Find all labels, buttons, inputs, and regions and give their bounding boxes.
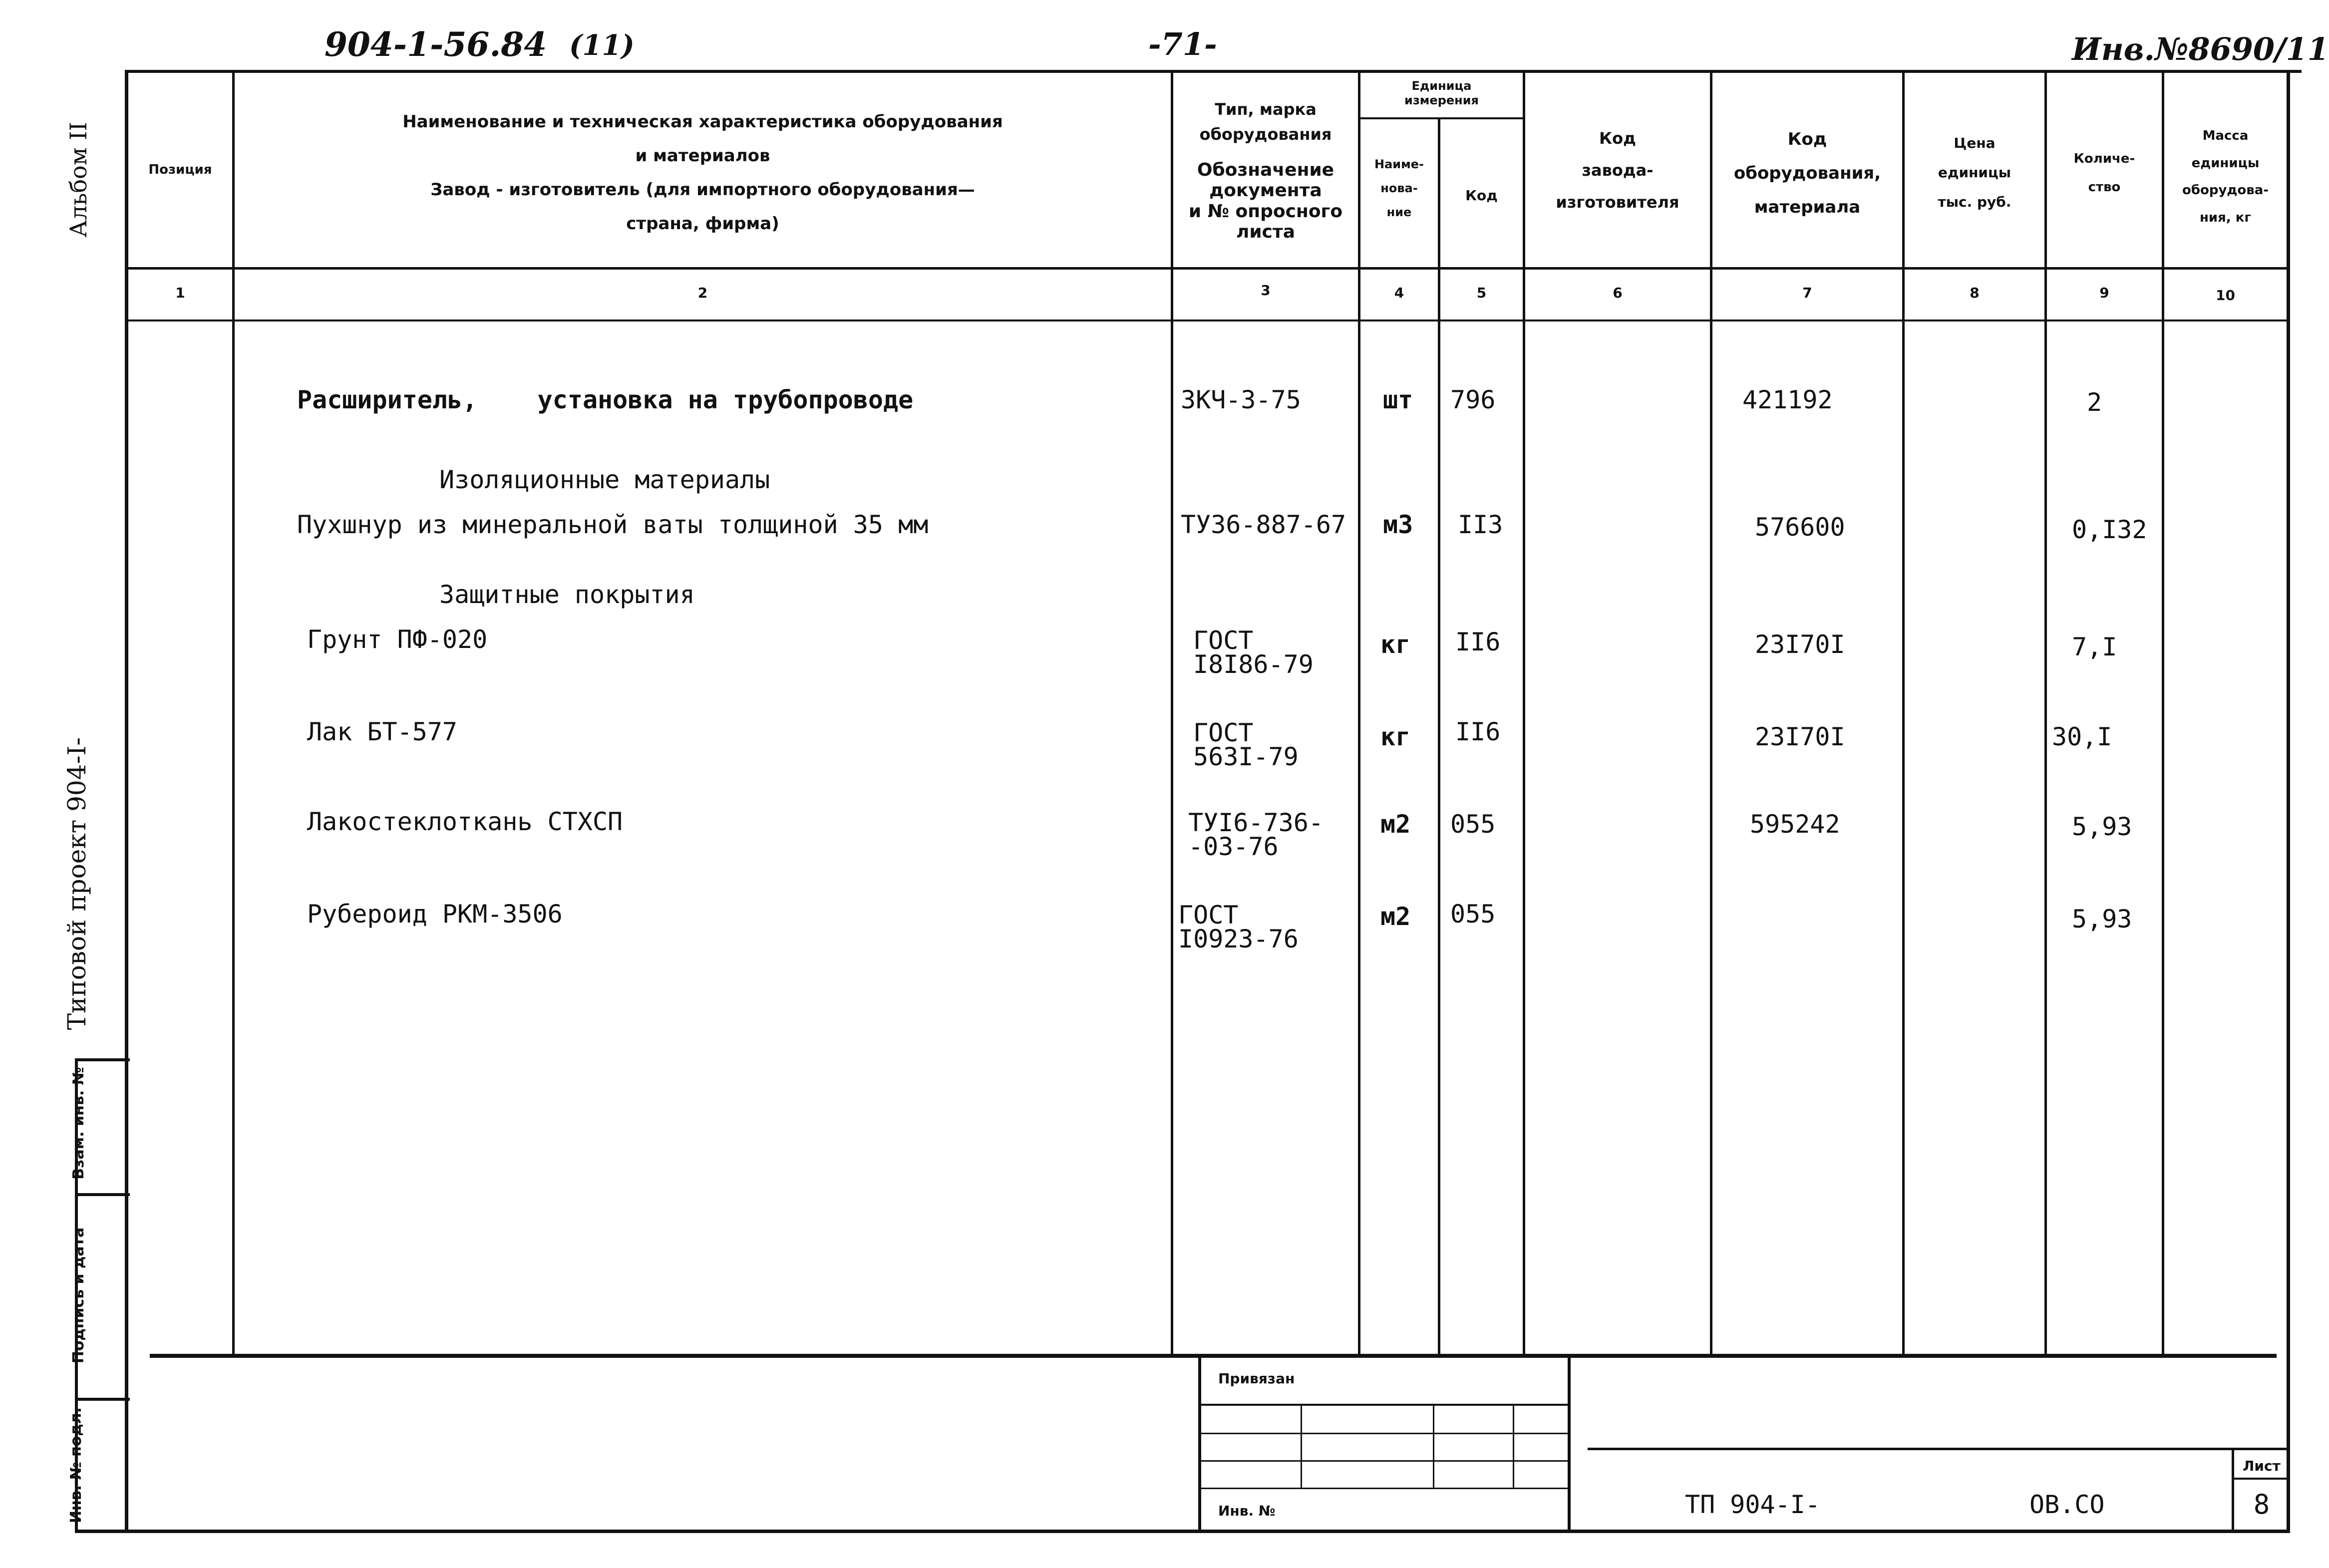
header-unit-group: Единица измерения (1404, 79, 1479, 107)
frame-top (125, 70, 2302, 73)
row-unit-code: II6 (1455, 627, 1501, 656)
column-number-6: 6 (1613, 285, 1623, 301)
header-name-description: Наименование и техническая характеристика оборудования и материалов Завод - изготовитель (для импортного оборудования— страна, фирма) (402, 112, 1003, 234)
column-number-2: 2 (697, 285, 708, 301)
inventory-reference: Инв.№8690/11 (2072, 31, 2329, 67)
row-type: ГОСТ I0923-76 (1178, 901, 1299, 953)
inventory-number-label: Инв. № (1218, 1503, 1276, 1519)
attached-label: Привязан (1218, 1370, 1295, 1387)
frame-bottom (75, 1530, 2290, 1533)
column-number-5: 5 (1476, 285, 1487, 301)
row-type: ГОСТ 563I-79 (1193, 718, 1299, 771)
row-name: Лакостеклоткань СТХСП (307, 807, 623, 836)
doc-part: (11) (569, 29, 635, 62)
section-heading: Изоляционные материалы (439, 465, 770, 494)
sheet-label: Лист (2243, 1458, 2281, 1474)
row-type: ТУ36-887-67 (1181, 510, 1346, 539)
row-name: Грунт ПФ-020 (307, 625, 488, 654)
row-quantity: 5,93 (2072, 812, 2132, 841)
header-unit-mass: Масса единицы оборудова- ния, кг (2182, 128, 2269, 225)
row-unit-code: 055 (1450, 900, 1496, 929)
row-name: Лак БТ-577 (307, 717, 458, 746)
row-unit: м2 (1380, 810, 1411, 839)
header-unit-code: Код (1465, 187, 1498, 204)
frame-right (2287, 70, 2290, 1533)
doc-reference: 904-1-56.84 (325, 25, 547, 64)
document-code-suffix: ОВ.СО (2029, 1490, 2105, 1519)
row-name: Расширитель, установка на трубопроводе (297, 385, 914, 414)
row-equipment-code: 23I70I (1755, 722, 1845, 751)
column-number-1: 1 (175, 285, 185, 301)
album-label: Альбом II (65, 122, 92, 238)
row-equipment-code: 421192 (1742, 385, 1833, 414)
row-equipment-code: 23I70I (1755, 630, 1845, 659)
section-heading: Защитные покрытия (439, 580, 695, 609)
header-quantity: Количе- ство (2073, 151, 2135, 195)
row-equipment-code: 576600 (1755, 513, 1845, 542)
stamp-original-inv: Инв. № подл. (67, 1407, 85, 1524)
row-name: Пухшнур из минеральной ваты толщиной 35 мм (297, 510, 929, 539)
header-position: Позиция (148, 162, 212, 177)
row-unit: м2 (1380, 902, 1411, 931)
row-quantity: 7,I (2072, 632, 2117, 661)
project-label: Типовой проект 904-I- (62, 737, 91, 1030)
row-type: ГОСТ I8I86-79 (1193, 626, 1314, 679)
header-unit-name: Наиме- нова- ние (1374, 157, 1424, 219)
row-equipment-code: 595242 (1750, 810, 1840, 839)
row-type: ЗКЧ-3-75 (1181, 385, 1301, 414)
header-type-brand: Тип, марка оборудования (1199, 100, 1332, 144)
column-number-7: 7 (1802, 285, 1812, 301)
column-number-9: 9 (2099, 285, 2109, 301)
column-number-8: 8 (1970, 285, 1980, 301)
header-equipment-code: Код оборудования, материала (1733, 129, 1881, 217)
column-number-3: 3 (1261, 282, 1271, 299)
column-number-10: 10 (2216, 287, 2235, 304)
header-unit-price: Цена единицы тыс. руб. (1938, 135, 2011, 210)
header-document: Обозначение документа и № опросного листа (1188, 160, 1343, 243)
row-unit: м3 (1383, 510, 1413, 539)
document-designation: ТП 904-I- (1685, 1490, 1820, 1519)
row-quantity: 30,I (2052, 722, 2112, 751)
row-unit-code: II6 (1455, 717, 1501, 746)
row-type: ТУI6-736- -03-76 (1188, 808, 1324, 861)
page-number: -71- (1148, 26, 1217, 62)
row-unit-code: 796 (1450, 385, 1496, 414)
row-unit: шт (1383, 385, 1413, 414)
row-name: Рубероид РКМ-3506 (307, 900, 563, 929)
stamp-replacement-inv: Взам. инв. № (70, 1067, 87, 1180)
column-number-4: 4 (1394, 285, 1404, 301)
frame-left (125, 70, 128, 1533)
stamp-signature-date: Подпись и дата (70, 1227, 87, 1364)
row-quantity: 0,I32 (2072, 515, 2147, 544)
header-manufacturer-code: Код завода- изготовителя (1556, 129, 1679, 212)
row-unit: кг (1380, 630, 1411, 659)
row-quantity: 2 (2087, 388, 2102, 417)
body-bottom-rule (150, 1354, 2277, 1358)
sheet-number: 8 (2253, 1489, 2270, 1520)
row-unit: кг (1380, 722, 1411, 751)
row-quantity: 5,93 (2072, 905, 2132, 934)
row-unit-code: II3 (1458, 510, 1503, 539)
row-unit-code: 055 (1450, 810, 1496, 839)
